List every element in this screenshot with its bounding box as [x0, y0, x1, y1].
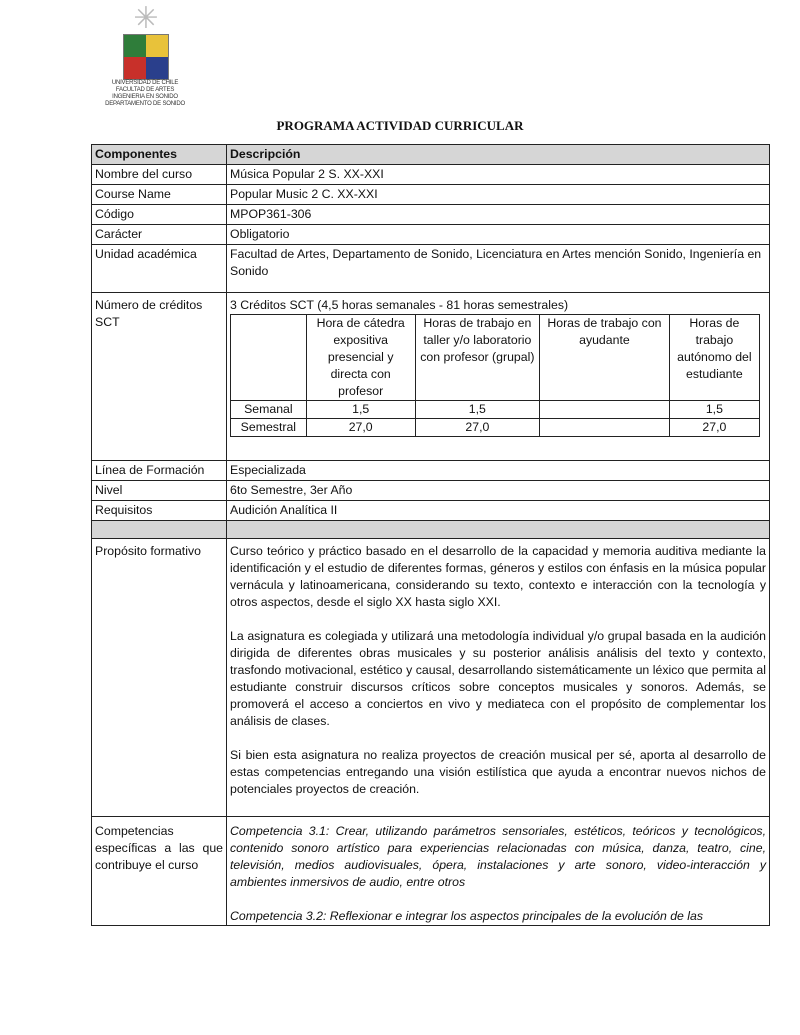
table-row: [92, 165, 770, 185]
document-title: PROGRAMA ACTIVIDAD CURRICULAR: [276, 118, 524, 133]
row-value: [227, 817, 770, 926]
credits-cell: 27,0: [306, 419, 415, 437]
credits-col-header: Horas de trabajo con ayudante: [540, 315, 670, 401]
credits-summary: 3 Créditos SCT (4,5 horas semanales - 81 horas semestrales): [230, 298, 569, 312]
row-label: Propósito formativo: [92, 539, 227, 817]
row-value: Facultad de Artes, Departamento de Sonido, Licenciatura en Artes mención Sonido, Ingeniería en Sonido: [227, 245, 770, 293]
competencia: Competencia 3.1: Crear, utilizando parámetros sensoriales, estéticos, teóricos y tecnológicos, contenido sonoro artístico para experiencias relacionadas con música, danza, teatro, cine, televisión, medios audiovisuales, ópera, instalaciones y arte sonoro, video-interacción y ambientes inmersivos de audio, entre otros: [230, 824, 766, 889]
credits-col-header: Hora de cátedra expositiva presencial y directa con profesor: [306, 315, 415, 401]
row-label: Course Name: [92, 185, 227, 205]
credits-row-semanal: [231, 401, 760, 419]
university-logo: [96, 4, 196, 114]
paragraph: La asignatura es colegiada y utilizará una metodología individual y/o grupal basada en la audición dirigida de diferentes obras musicales y su posterior análisis análisis del texto y contexto, trasfondo motivacional, estético y causal, desarrollando sistemáticamente un léxico que permita al estudiante construir discursos críticos sobre conceptos musicales y sonoros. Además, se promoverá el acceso a conciertos en vivo y mediateca con el propósito de complementar los análisis de clases.: [230, 629, 766, 728]
credits-col-header: [231, 315, 307, 401]
credits-cell: 1,5: [669, 401, 759, 419]
table-row-creditos: [92, 293, 770, 461]
separator-row: [92, 521, 770, 539]
row-value: MPOP361-306: [227, 205, 770, 225]
header-description: Descripción: [227, 145, 770, 165]
table-row: [92, 461, 770, 481]
coat-of-arms-icon: [123, 34, 169, 80]
table-row-competencias: [92, 817, 770, 926]
credits-cell: Semanal: [231, 401, 307, 419]
logo-text: DEPARTAMENTO DE SONIDO: [105, 101, 185, 107]
row-label: Competencias específicas a las que contribuye el curso: [92, 817, 227, 926]
credits-col-header: Horas de trabajo autónomo del estudiante: [669, 315, 759, 401]
credits-cell: 27,0: [669, 419, 759, 437]
logo-text: UNIVERSIDAD DE CHILE: [111, 80, 179, 86]
row-value: [227, 293, 770, 461]
credits-cell: 1,5: [415, 401, 539, 419]
credits-cell: [540, 419, 670, 437]
table-row-proposito: [92, 539, 770, 817]
header-components: Componentes: [92, 145, 227, 165]
row-value: Especializada: [227, 461, 770, 481]
star-icon: ✳: [133, 2, 159, 35]
row-label: Requisitos: [92, 501, 227, 521]
credits-cell: 1,5: [306, 401, 415, 419]
credits-row-semestral: [231, 419, 760, 437]
table-row: [92, 481, 770, 501]
table-row: [92, 245, 770, 293]
row-label: Número de créditos SCT: [92, 293, 227, 461]
row-label: Unidad académica: [92, 245, 227, 293]
row-label: Carácter: [92, 225, 227, 245]
table-header: [92, 145, 770, 165]
table-row: [92, 501, 770, 521]
logo-text: FACULTAD DE ARTES: [115, 87, 175, 93]
credits-cell: Semestral: [231, 419, 307, 437]
paragraph: Si bien esta asignatura no realiza proyectos de creación musical per sé, aporta al desarrollo de estas competencias entregando una visión estilística que ayuda a encontrar nuevos nichos de potenciales proyectos de creación.: [230, 748, 766, 796]
row-value: Música Popular 2 S. XX-XXI: [227, 165, 770, 185]
row-label: Código: [92, 205, 227, 225]
row-label: Nombre del curso: [92, 165, 227, 185]
program-table: [91, 144, 770, 926]
row-label: Nivel: [92, 481, 227, 501]
credits-cell: [540, 401, 670, 419]
competencia: Competencia 3.2: Reflexionar e integrar los aspectos principales de la evolución de las: [230, 909, 704, 923]
logo-text: INGENIERIA EN SONIDO: [112, 94, 178, 100]
row-value: Popular Music 2 C. XX-XXI: [227, 185, 770, 205]
row-value: Obligatorio: [227, 225, 770, 245]
row-value: [227, 539, 770, 817]
table-row: [92, 225, 770, 245]
table-row: [92, 185, 770, 205]
row-value: 6to Semestre, 3er Año: [227, 481, 770, 501]
table-row: [92, 205, 770, 225]
credits-col-header: Horas de trabajo en taller y/o laboratorio con profesor (grupal): [415, 315, 539, 401]
credits-table: [230, 314, 760, 437]
row-value: Audición Analítica II: [227, 501, 770, 521]
paragraph: Curso teórico y práctico basado en el desarrollo de la capacidad y memoria auditiva mediante la identificación y el estudio de diferentes formas, géneros y estilos con énfasis en la música popular vernácula y latinoamericana, considerando su texto, contexto e interacción con la tecnología y otros aspectos, desde el siglo XX hasta siglo XXI.: [230, 544, 766, 609]
row-label: Línea de Formación: [92, 461, 227, 481]
credits-cell: 27,0: [415, 419, 539, 437]
